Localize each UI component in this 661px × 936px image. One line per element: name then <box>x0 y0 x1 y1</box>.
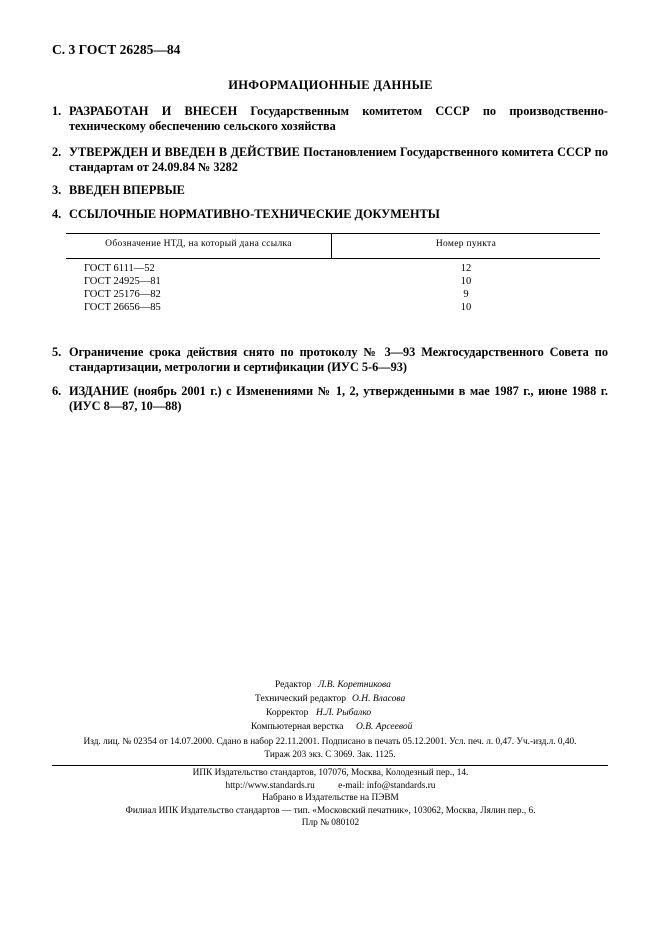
item-text: Ограничение срока действия снято по протоколу № 3—93 Межгосударственного Совета по стандартизации, метрологии и сертификации (ИУС 5-6—93) <box>69 345 608 374</box>
document-cell: ГОСТ 6111—52 <box>84 263 155 274</box>
clause-cell: 12 <box>460 263 472 274</box>
item-number: 2. <box>52 145 62 159</box>
column-header-clause: Номер пункта <box>435 239 497 249</box>
table-row <box>66 276 600 289</box>
publisher-block <box>0 767 661 830</box>
reference-table <box>66 233 600 315</box>
divider-rule <box>52 765 608 766</box>
imprint-line: Тираж 203 экз. С 3069. Зак. 1125. <box>264 750 396 760</box>
table-row <box>66 302 600 315</box>
publisher-url: http://www.standards.ru <box>225 780 315 791</box>
printer-address: Филиал ИПК Издательство стандартов — тип. «Московский печатник», 103062, Москва, Лялин пер., 6. <box>125 805 536 816</box>
clause-cell: 10 <box>460 302 472 313</box>
section-title: ИНФОРМАЦИОННЫЕ ДАННЫЕ <box>228 78 433 92</box>
imprint-block <box>52 736 608 762</box>
info-item-3 <box>52 183 608 198</box>
credit-name: Л.В. Коретникова <box>318 680 391 690</box>
imprint-line: Изд. лиц. № 02354 от 14.07.2000. Сдано в набор 22.11.2001. Подписано в печать 05.12.2001. Усл. печ. л. 0,47. Уч.-изд.л. 0,40. <box>83 737 577 747</box>
document-cell: ГОСТ 26656—85 <box>84 302 161 313</box>
table-header <box>66 233 600 259</box>
credit-line <box>0 720 661 734</box>
credit-line <box>0 692 661 706</box>
item-bold: ВВЕДЕН ВПЕРВЫЕ <box>69 183 185 197</box>
item-bold: УТВЕРЖДЕН И ВВЕДЕН В ДЕЙСТВИЕ <box>69 145 300 159</box>
item-text: (ноябрь 2001 г.) с Изменениями № 1, 2, утвержденными в мае 1987 г., июне 1988 г. (ИУС 8—87, 10—88) <box>69 384 608 413</box>
publisher-address: ИПК Издательство стандартов, 107076, Москва, Колодезный пер., 14. <box>192 768 469 778</box>
info-item-2 <box>52 145 608 175</box>
license-number: Плр № 080102 <box>301 818 360 828</box>
item-number: 5. <box>52 345 62 359</box>
item-bold: РАЗРАБОТАН И ВНЕСЕН <box>69 104 238 118</box>
credit-role: Корректор <box>266 708 309 718</box>
item-number: 3. <box>52 183 62 197</box>
page-header: С. 3 ГОСТ 26285—84 <box>52 42 181 57</box>
info-item-5 <box>52 345 608 375</box>
item-number: 6. <box>52 384 62 398</box>
item-bold: ИЗДАНИЕ <box>69 384 129 398</box>
clause-cell: 9 <box>463 289 469 300</box>
item-bold: ССЫЛОЧНЫЕ НОРМАТИВНО-ТЕХНИЧЕСКИЕ ДОКУМЕНТЫ <box>69 207 440 221</box>
clause-cell: 10 <box>460 276 472 287</box>
info-item-6 <box>52 384 608 414</box>
item-text: Постановлением Государственного комитета СССР по стандартам от 24.09.84 № 3282 <box>69 145 609 174</box>
info-item-4 <box>52 207 608 222</box>
item-text: Государственным комитетом СССР по производственно-техническому обеспечению сельского хозяйства <box>69 104 609 133</box>
credit-role: Технический редактор <box>255 694 346 704</box>
credit-name: О.В. Арсеевой <box>356 722 413 732</box>
item-number: 4. <box>52 207 62 221</box>
info-item-1 <box>52 104 608 134</box>
document-cell: ГОСТ 24925—81 <box>84 276 161 287</box>
credit-role: Редактор <box>275 680 312 690</box>
publisher-email: e-mail: info@standards.ru <box>338 780 436 791</box>
publisher-contacts <box>0 780 661 793</box>
item-number: 1. <box>52 104 62 118</box>
document-cell: ГОСТ 25176—82 <box>84 289 161 300</box>
credits-block <box>0 678 661 734</box>
credit-name: Н.Л. Рыбалко <box>316 708 372 718</box>
table-row <box>66 263 600 276</box>
credit-role: Компьютерная верстка <box>251 722 344 732</box>
typeset-note: Набрано в Издательстве на ПЭВМ <box>262 793 399 803</box>
credit-name: О.Н. Власова <box>352 694 406 704</box>
credit-line <box>0 678 661 692</box>
table-row <box>66 289 600 302</box>
credit-line <box>0 706 661 720</box>
column-header-document: Обозначение НТД, на который дана ссылка <box>105 239 292 249</box>
